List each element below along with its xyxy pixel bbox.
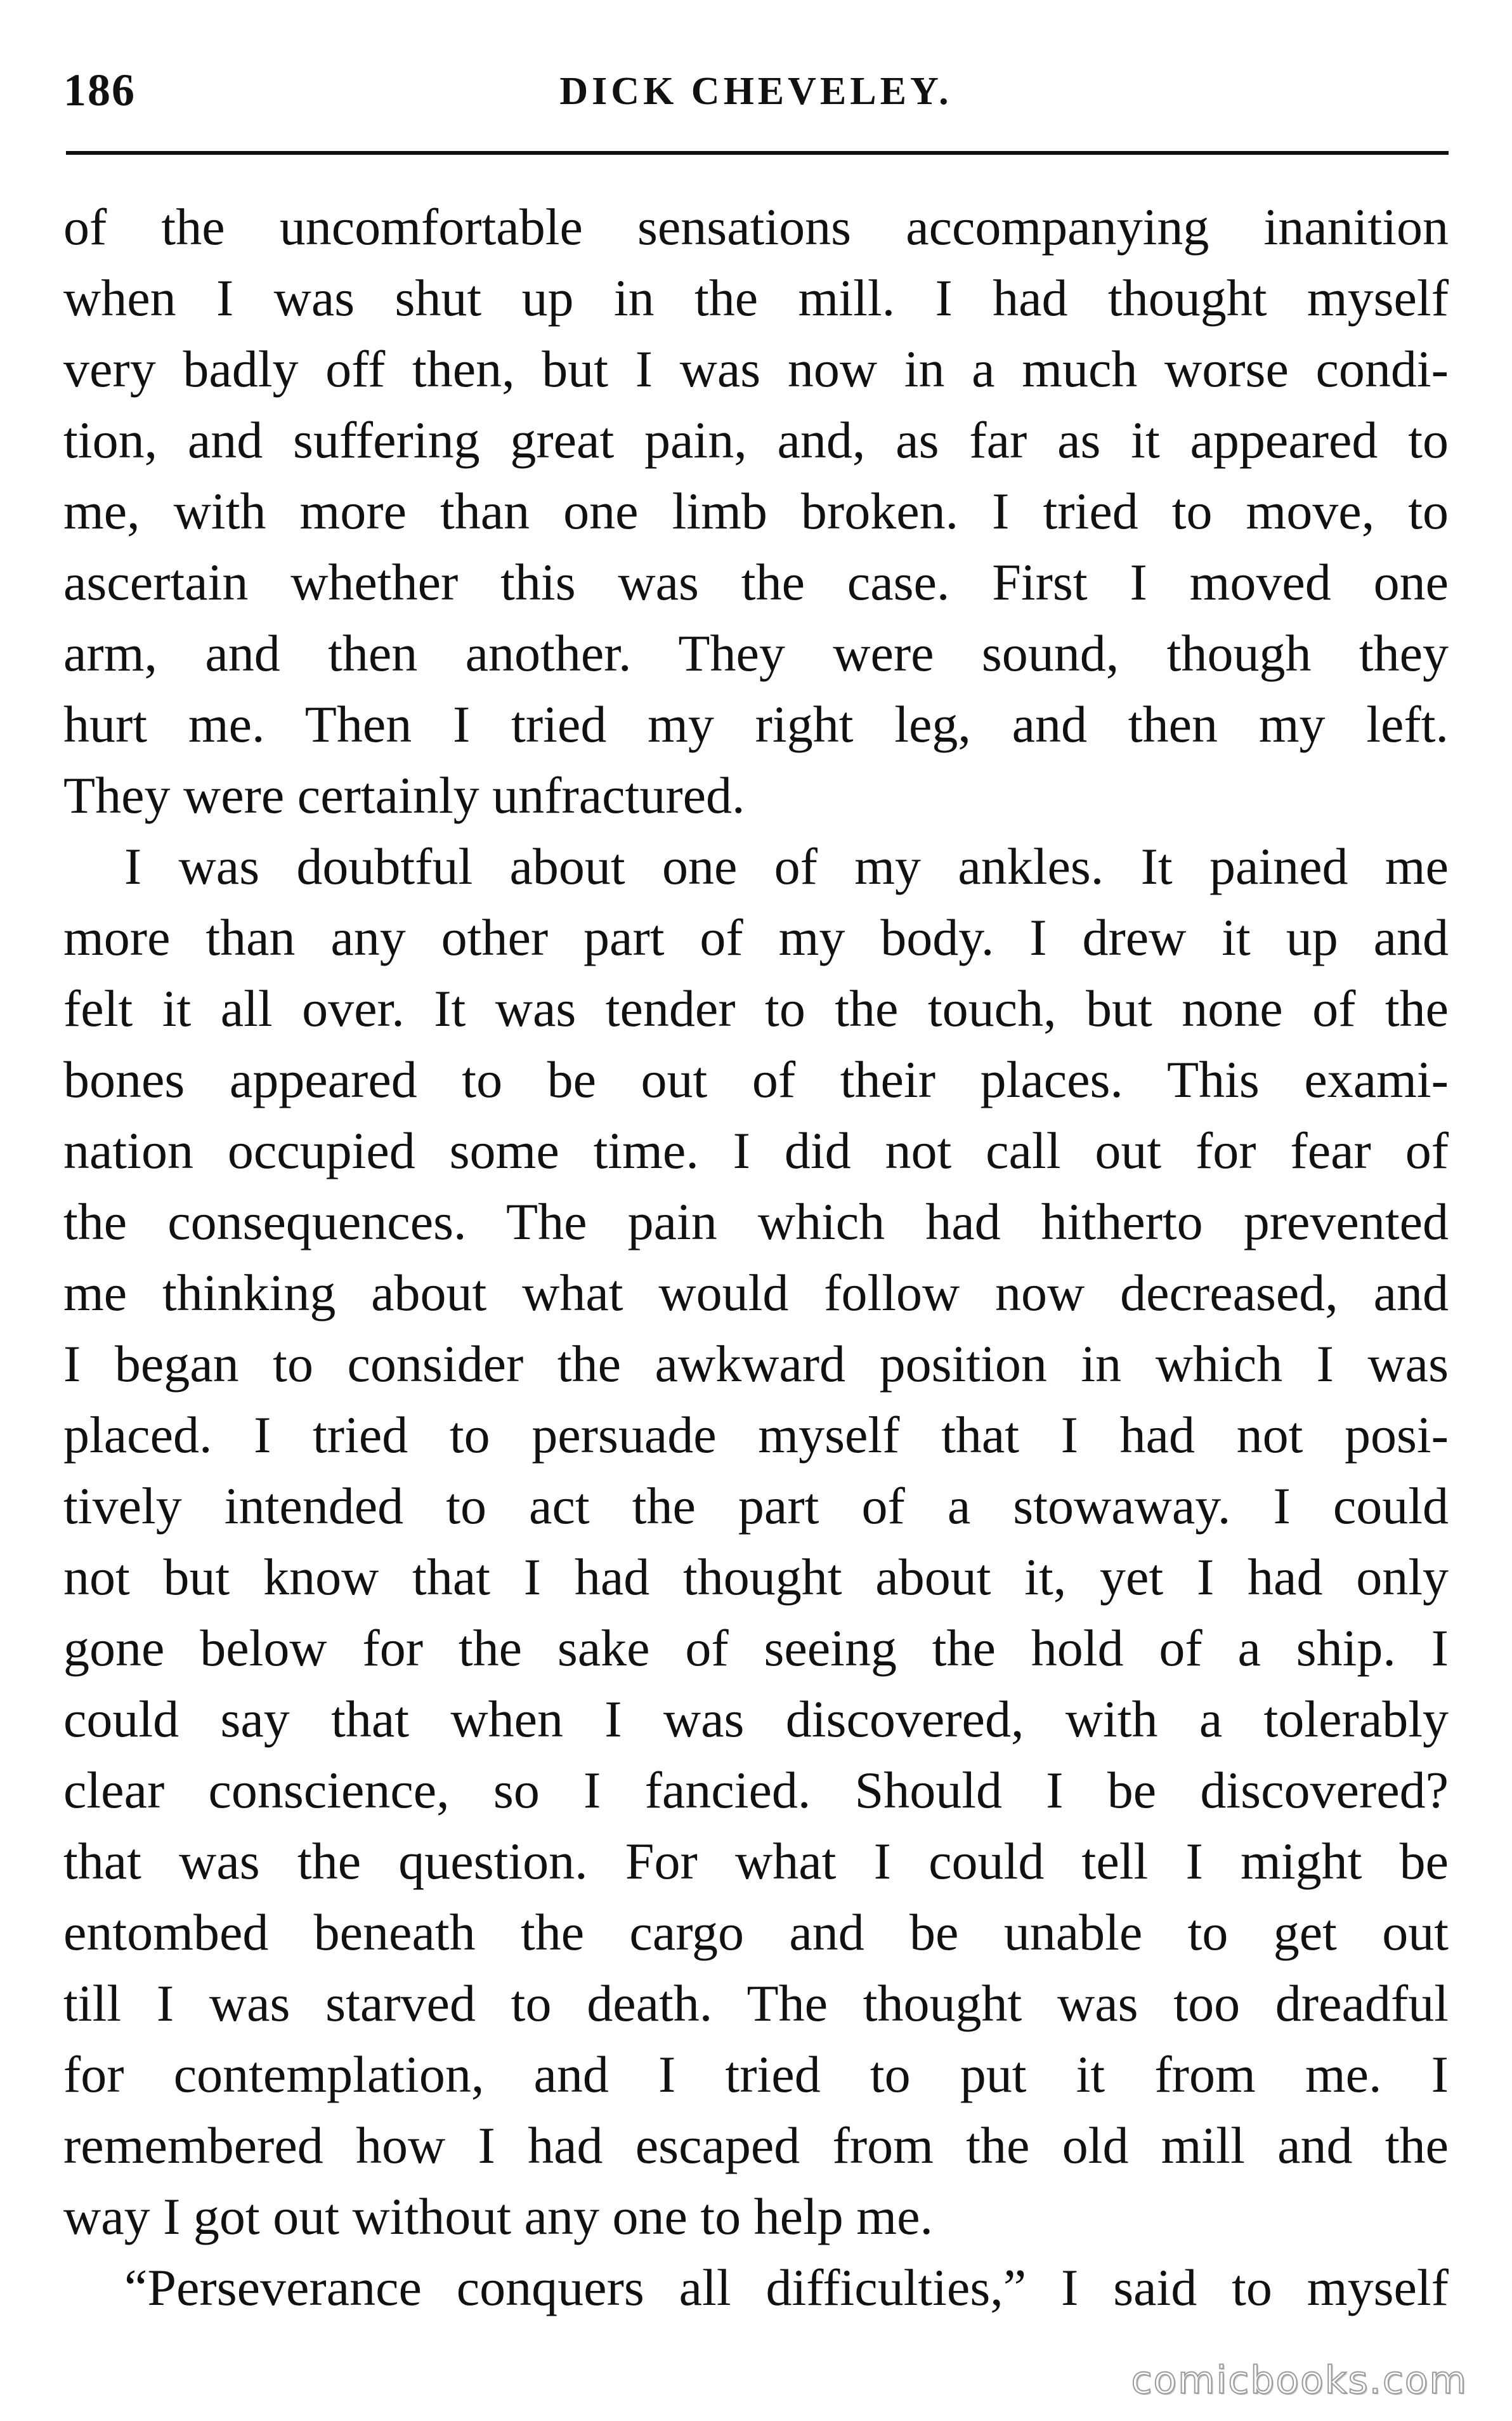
running-title: DICK CHEVELEY. [559,70,953,113]
text-line: I began to consider the awkward position in which I was [63,1335,1449,1393]
text-line: more than any other part of my body. I drew it up and [63,909,1449,966]
text-line: bones appeared to be out of their places. This exami- [63,1051,1449,1108]
text-line: me, with more than one limb broken. I tried to move, to [63,482,1449,540]
text-line: way I got out without any one to help me. [63,2188,933,2245]
text-line: “Perseverance conquers all difficulties,” I said to myself [124,2259,1449,2316]
text-line: not but know that I had thought about it, yet I had only [63,1548,1449,1606]
text-line: till I was starved to death. The thought was too dreadful [63,1974,1449,2032]
text-line: felt it all over. It was tender to the touch, but none of the [63,980,1449,1037]
text-line: hurt me. Then I tried my right leg, and then my left. [63,695,1449,753]
page-number: 186 [63,65,136,115]
text-line: entombed beneath the cargo and be unable to get out [63,1903,1449,1961]
text-line: me thinking about what would follow now decreased, and [63,1264,1449,1322]
text-line: of the uncomfortable sensations accompanying inanition [63,198,1449,256]
text-line: They were certainly unfractured. [63,766,745,824]
text-line: remembered how I had escaped from the old mill and the [63,2116,1449,2174]
text-line: for contemplation, and I tried to put it from me. I [63,2045,1449,2103]
body-text [63,192,1449,2323]
text-line: gone below for the sake of seeing the hold of a ship. I [63,1619,1449,1677]
text-line: I was doubtful about one of my ankles. It pained me [124,837,1449,895]
page-header [63,58,1449,122]
text-line: tion, and suffering great pain, and, as far as it appeared to [63,411,1449,469]
text-line: very badly off then, but I was now in a much worse condi- [63,340,1449,398]
text-line: tively intended to act the part of a stowaway. I could [63,1477,1449,1535]
text-line: could say that when I was discovered, with a tolerably [63,1690,1449,1748]
watermark: comicbooks.com [1131,2358,1468,2403]
text-line: nation occupied some time. I did not call out for fear of [63,1122,1449,1179]
text-line: when I was shut up in the mill. I had thought myself [63,269,1449,327]
text-line: arm, and then another. They were sound, though they [63,624,1449,682]
text-line: ascertain whether this was the case. First I moved one [63,553,1449,611]
text-line: placed. I tried to persuade myself that I had not posi- [63,1406,1449,1464]
header-rule [66,151,1449,155]
text-line: that was the question. For what I could tell I might be [63,1832,1449,1890]
text-line: clear conscience, so I fancied. Should I be discovered? [63,1761,1449,1819]
text-line: the consequences. The pain which had hitherto prevented [63,1193,1449,1250]
